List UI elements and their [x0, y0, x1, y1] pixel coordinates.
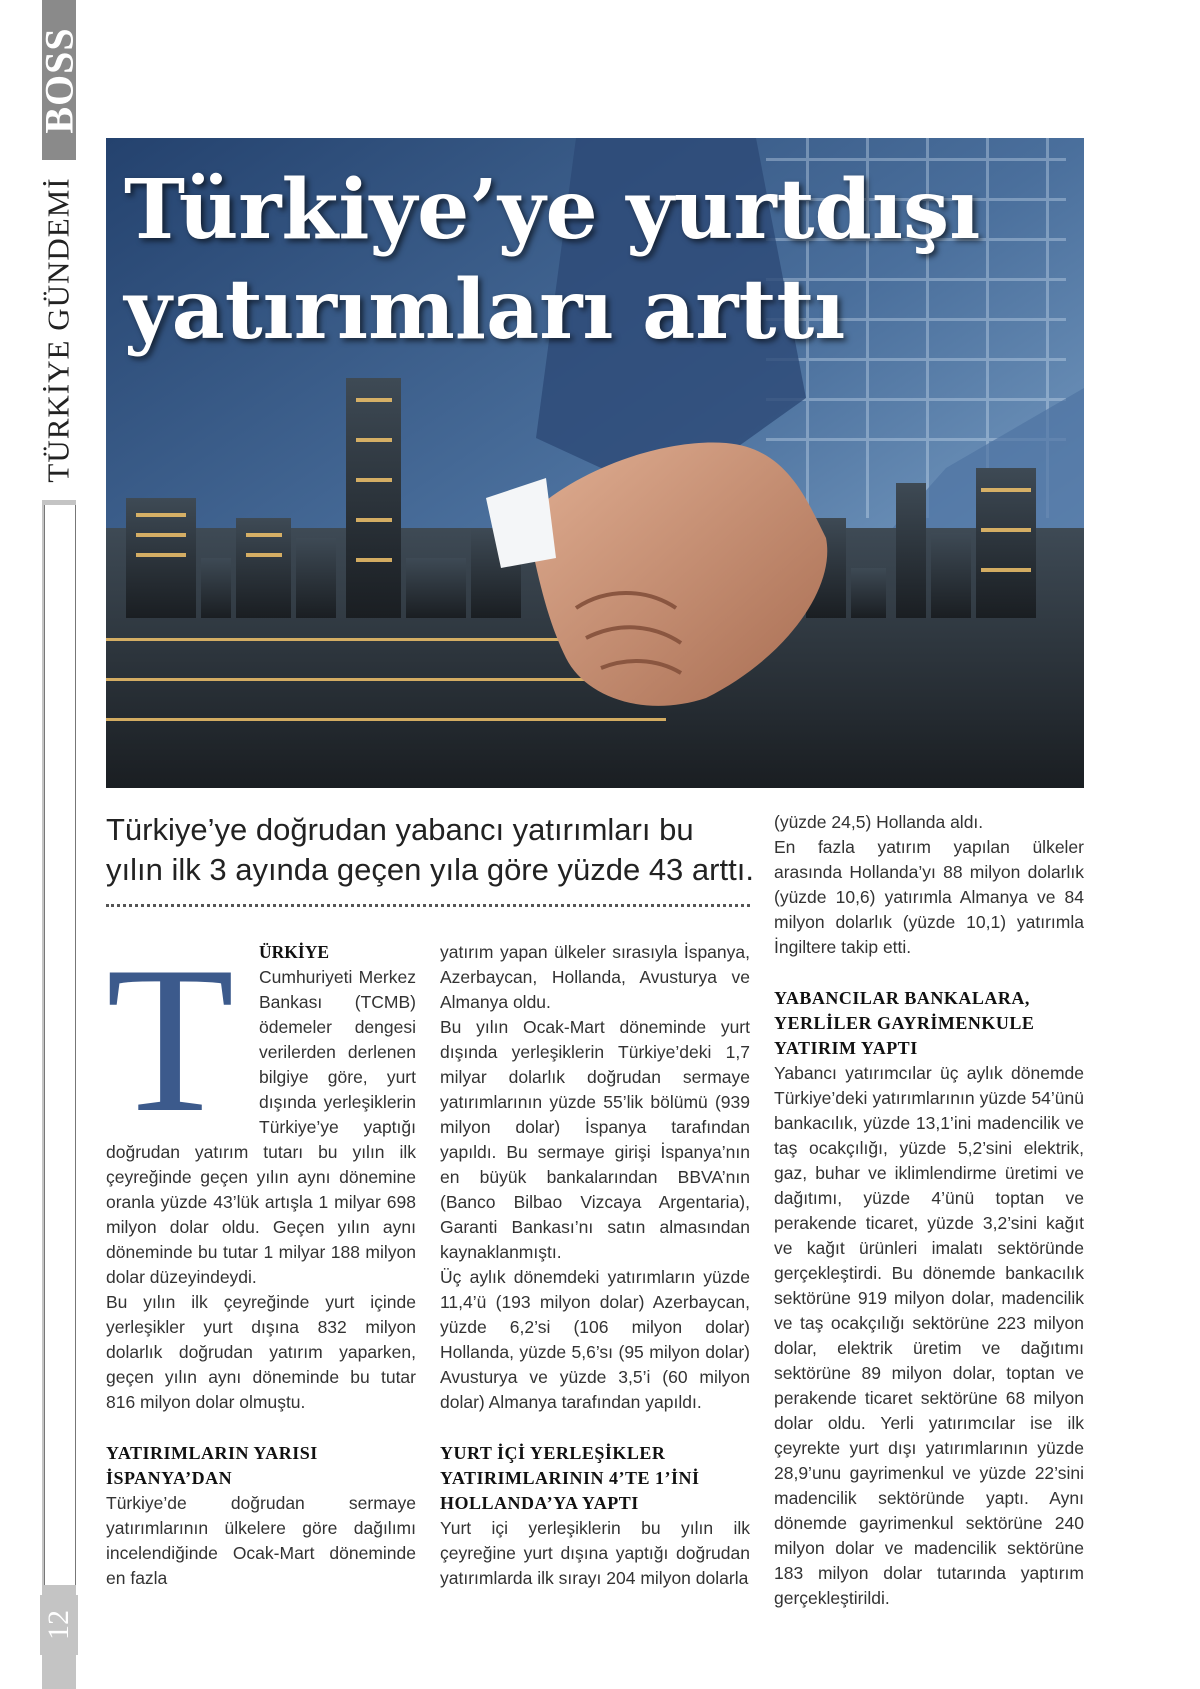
article-column-2 — [440, 940, 750, 1591]
paragraph: Üç aylık dönemdeki yatırımların yüzde 11,4’ü (193 milyon dolar) Azerbaycan, yüzde 6,2’si (106 milyon dolar) Hollanda, yüzde 5,6’sı (95 milyon dolar) Avusturya ve yüzde 3,5’i (60 milyon dolar) Almanya tarafından yapıldı. — [440, 1267, 750, 1412]
brand-text: BOSS — [36, 26, 82, 134]
dotted-divider — [106, 904, 750, 907]
article-column-3 — [774, 810, 1084, 1611]
subheading: YURT İÇİ YERLEŞİKLER YATIRIMLARININ 4’TE 1’İNİ HOLLANDA’YA YAPTI — [440, 1443, 700, 1513]
headline-line-1: Türkiye’ye yurtdışı — [124, 162, 981, 258]
intro-paragraph — [106, 924, 416, 1290]
brand-logo — [36, 0, 82, 160]
paragraph: Yabancı yatırımcılar üç aylık dönemde Türkiye’deki yatırımlarının yüzde 54’ünü bankacılık, yüzde 13,1’ini madencilik ve taş ocakçılığı, yüzde 5,2’sini elektrik, gaz, buhar ve iklimlendirme üretimi ve dağıtımı, yüzde 4’ünü toptan ve perakende ticaret, yüzde 3,2’sini kağıt ve kağıt ürünleri imalatı sektöründe gerçekleştirdi. Bu dönemde bankacılık sektörüne 919 milyon dolar, madencilik ve taş ocakçılığı sektörüne 223 milyon dolar, elektrik üretim ve dağıtımı sektörüne 89 milyon dolar, toptan ve perakende ticaret sektörüne 68 milyon dolar oldu. Yerli yatırımcılar ise ilk çeyrekte yurt dışı yatırımlarının yüzde 28,9’unu gayrimenkul ve yüzde 22’sini madencilik sektöründe yaptı. Aynı dönemde gayrimenkul sektörüne 240 milyon dolar ve madencilik sektörüne 183 milyon dolar tutarında yaptırım gerçekleştirildi. — [774, 1063, 1084, 1608]
section-title: TÜRKİYE GÜNDEMİ — [41, 177, 76, 483]
article-column-1 — [106, 924, 416, 1591]
sidebar-rule — [44, 505, 76, 1585]
paragraph: Bu yılın Ocak-Mart döneminde yurt dışında yerleşiklerin Türkiye’deki 1,7 milyar dolarlık doğrudan sermaye yatırımlarının yüzde 55’lik bölümü (939 milyon dolar) İspanya tarafından yapıldı. Bu sermaye girişi İspanya’nın en büyük bankalarından BBVA’nın (Banco Bilbao Vizcaya Argentaria), Garanti Bankası’nı satın almasından kaynaklanmıştı. — [440, 1017, 750, 1262]
headline-line-2: yatırımları arttı — [124, 262, 846, 358]
paragraph: En fazla yatırım yapılan ülkeler arasında Hollanda’yı 88 milyon dolarlık (yüzde 10,6) yatırımla Almanya ve 84 milyon dolarlık (yüzde 10,1) yatırımla İngiltere takip etti. — [774, 837, 1084, 957]
page-number-text: 12 — [42, 1610, 75, 1640]
section-label — [40, 160, 78, 500]
paragraph: Yurt içi yerleşiklerin bu yılın ilk çeyreğine yurt dışına yaptığı doğrudan yatırımlarda ilk sırayı 204 milyon dolarla — [440, 1518, 750, 1588]
article-headline — [124, 160, 1024, 360]
paragraph: yatırım yapan ülkeler sırasıyla İspanya, Azerbaycan, Hollanda, Avusturya ve Almanya oldu. — [440, 942, 750, 1012]
subheading: YATIRIMLARIN YARISI İSPANYA’DAN — [106, 1443, 318, 1488]
page-number — [40, 1595, 78, 1655]
article-lead: Türkiye’ye doğrudan yabancı yatırımları bu yılın ilk 3 ayında geçen yıla göre yüzde 43 arttı. — [106, 812, 754, 887]
paragraph: Bu yılın ilk çeyreğinde yurt içinde yerleşikler yurt dışına 832 milyon dolarlık doğrudan yatırım yaparken, geçen yılın aynı döneminde bu tutar 816 milyon dolar olmuştu. — [106, 1292, 416, 1412]
intro-word: ÜRKİYE — [259, 942, 330, 962]
paragraph: Türkiye’de doğrudan sermaye yatırımlarının ülkelere göre dağılımı incelendiğinde Ocak-Mart döneminde en fazla — [106, 1493, 416, 1588]
drop-cap: T — [106, 924, 235, 1156]
hero-image — [106, 138, 1084, 788]
intro-text: Cumhuriyeti Merkez Bankası (TCMB) ödemeler dengesi verilerden derlenen bilgiye göre, yurt dışında yerleşiklerin Türkiye’ye yaptığı doğrudan yatırım tutarı bu yılın ilk çeyreğinde geçen yılın aynı dönemine oranla yüzde 43’lük artışla 1 milyar 698 milyon dolar oldu. Geçen yılın aynı döneminde bu tutar 1 milyar 188 milyon dolar düzeyindeydi. — [106, 967, 416, 1287]
subheading: YABANCILAR BANKALARA, YERLİLER GAYRİMENKULE YATIRIM YAPTI — [774, 988, 1035, 1058]
paragraph: (yüzde 24,5) Hollanda aldı. — [774, 812, 984, 832]
